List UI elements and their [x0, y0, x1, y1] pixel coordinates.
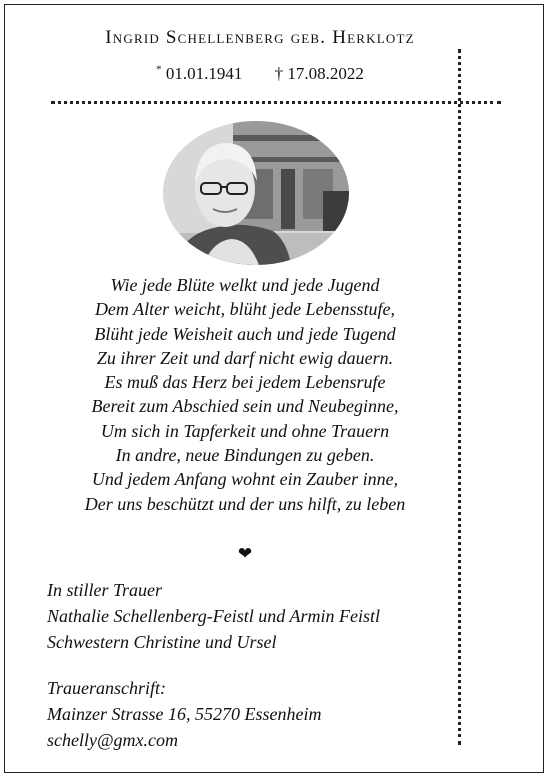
poem-line: Dem Alter weicht, blüht jede Lebensstufe, [94, 299, 396, 320]
portrait-photo [163, 121, 349, 265]
mourners-line: Nathalie Schellenberg-Feistl und Armin Feistl [47, 606, 380, 626]
birth-symbol: * [156, 63, 162, 75]
poem-line: In andre, neue Bindungen zu geben. [115, 445, 375, 466]
life-dates [5, 63, 515, 84]
poem-line: Es muß das Herz bei jedem Lebensrufe [104, 372, 386, 393]
death-date-group [275, 64, 364, 83]
poem-line: Um sich in Tapferkeit und ohne Trauern [100, 420, 390, 441]
poem-line: Zu ihrer Zeit und darf nicht ewig dauern. [96, 347, 394, 368]
address-block [47, 675, 321, 753]
portrait-photo-icon [163, 121, 349, 265]
poem-line: Blüht jede Weisheit auch und jede Tugend [94, 323, 396, 344]
death-symbol: † [274, 63, 284, 83]
poem-verse [35, 273, 455, 516]
dotted-horizontal-divider [51, 101, 501, 104]
dotted-vertical-divider [458, 49, 461, 745]
poem-line: Und jedem Anfang wohnt ein Zauber inne, [91, 469, 399, 490]
poem-line: Der uns beschützt und der uns hilft, zu leben [84, 493, 406, 514]
death-date: 17.08.2022 [287, 63, 364, 83]
poem-line: Wie jede Blüte welkt und jede Jugend [110, 275, 380, 295]
obituary-card [4, 4, 544, 773]
deceased-name: Ingrid Schellenberg geb. Herklotz [105, 27, 415, 48]
poem-line: Bereit zum Abschied sein und Neubeginne, [91, 396, 399, 417]
mourners-line: Schwestern Christine und Ursel [47, 632, 277, 652]
birth-date-group [156, 64, 242, 83]
heart-icon: ❤ [237, 544, 253, 563]
address-street: Mainzer Strasse 16, 55270 Essenheim [47, 704, 322, 724]
mourners-intro: In stiller Trauer [47, 580, 163, 600]
birth-date: 01.01.1941 [165, 63, 243, 83]
address-label: Traueranschrift: [47, 678, 167, 698]
address-email: schelly@gmx.com [47, 730, 179, 750]
mourners-block [47, 577, 380, 655]
